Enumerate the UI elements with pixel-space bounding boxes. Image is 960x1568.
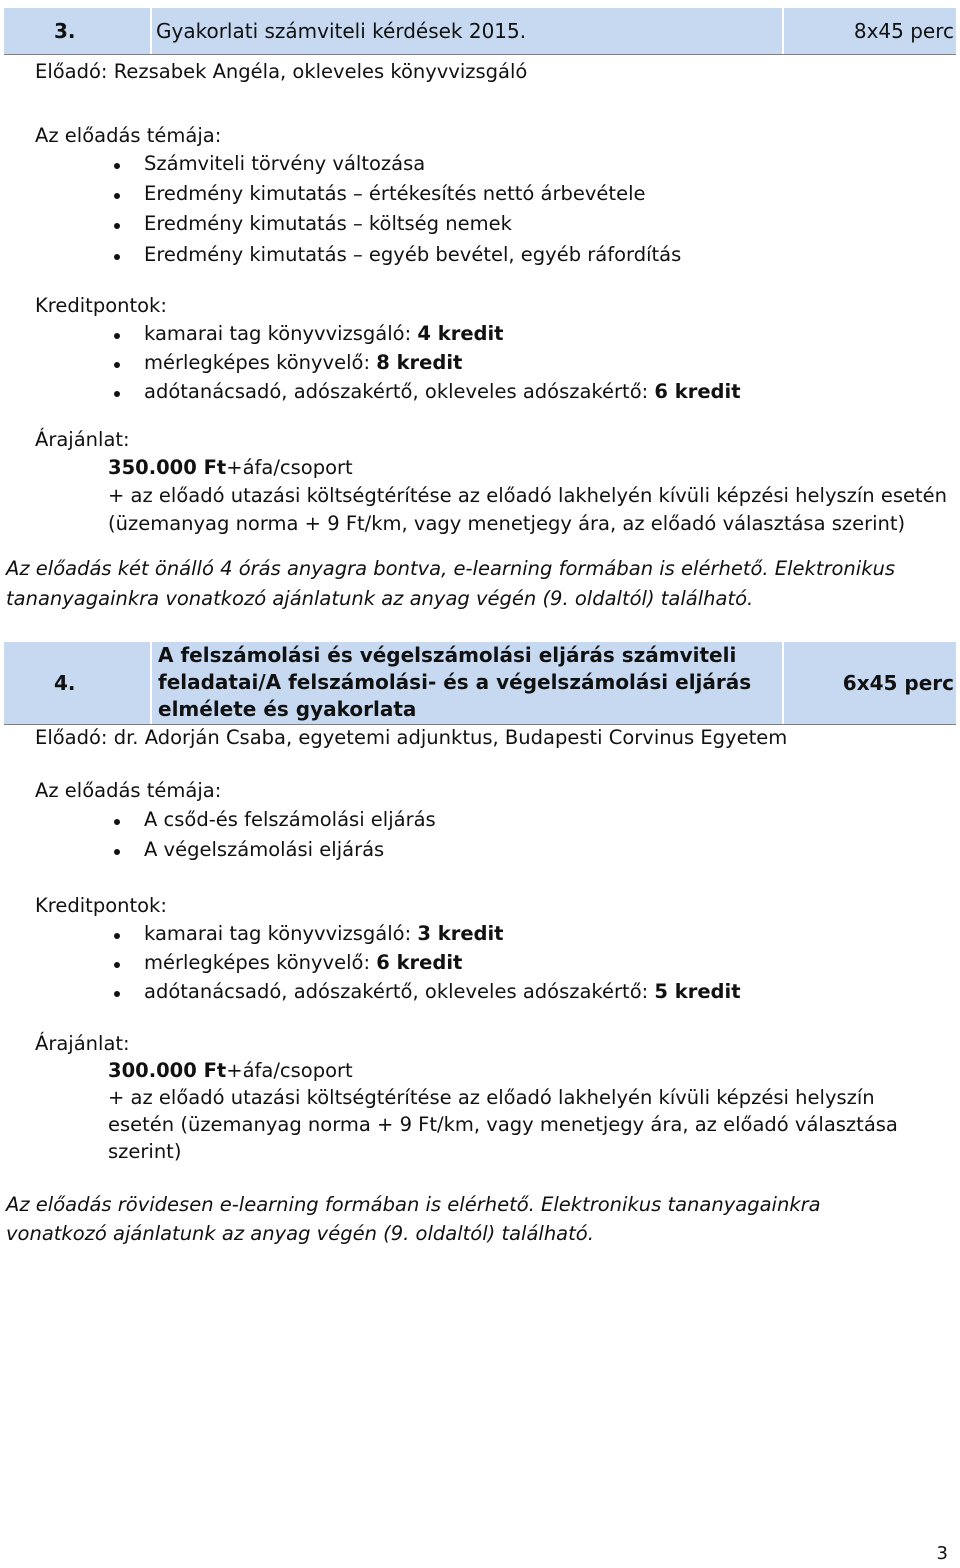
section-title: Gyakorlati számviteli kérdések 2015. (156, 19, 527, 43)
bullet-icon (114, 933, 120, 939)
price-condition: + az előadó utazási költségtérítése az előadó lakhelyén kívüli képzési helyszín esetén (108, 484, 948, 507)
price-amount: 300.000 Ft (108, 1059, 227, 1082)
list-item (144, 922, 504, 945)
list-item (144, 980, 741, 1003)
credit-value: 5 kredit (654, 980, 741, 1003)
section-duration: 8x45 perc (853, 19, 954, 43)
section-title: elmélete és gyakorlata (158, 697, 417, 721)
list-item: A csőd-és felszámolási eljárás (144, 808, 436, 831)
bullet-icon (114, 991, 120, 997)
bullet-icon (114, 819, 120, 825)
section-number: 4. (54, 671, 76, 695)
price-amount-line (108, 1059, 353, 1082)
bullet-icon (114, 333, 120, 339)
section-3-header (4, 8, 956, 55)
section-title: feladatai/A felszámolási- és a végelszámolási eljárás (158, 670, 752, 694)
section-duration: 6x45 perc (842, 671, 954, 695)
credit-value: 4 kredit (417, 322, 504, 345)
presenter: Előadó: dr. Adorján Csaba, egyetemi adjunktus, Budapesti Corvinus Egyetem (35, 726, 788, 749)
price-condition: + az előadó utazási költségtérítése az előadó lakhelyén kívüli képzési helyszín (108, 1086, 875, 1109)
section-title: A felszámolási és végelszámolási eljárás számviteli (158, 643, 737, 667)
credit-label: adótanácsadó, adószakértő, okleveles adószakértő: (144, 980, 655, 1003)
list-item (144, 951, 462, 974)
list-item (144, 322, 504, 345)
credits-heading: Kreditpontok: (35, 294, 167, 317)
list-item: Számviteli törvény változása (144, 152, 426, 175)
bullet-icon (114, 193, 120, 199)
page-number: 3 (936, 1543, 948, 1564)
credit-label: adótanácsadó, adószakértő, okleveles adószakértő: (144, 380, 655, 403)
bullet-icon (114, 962, 120, 968)
credit-label: mérlegképes könyvelő: (144, 951, 377, 974)
bullet-icon (114, 362, 120, 368)
bullet-icon (114, 163, 120, 169)
price-heading: Árajánlat: (35, 1032, 130, 1055)
price-condition: szerint) (108, 1140, 182, 1163)
price-heading: Árajánlat: (35, 428, 130, 451)
section-3-number-cell (4, 8, 152, 54)
availability-note: tananyagainkra vonatkozó ajánlatunk az anyag végén (9. oldaltól) található. (6, 587, 754, 610)
credits-heading: Kreditpontok: (35, 894, 167, 917)
credit-label: kamarai tag könyvvizsgáló: (144, 922, 418, 945)
credit-label: kamarai tag könyvvizsgáló: (144, 322, 418, 345)
credit-value: 3 kredit (417, 922, 504, 945)
list-item: A végelszámolási eljárás (144, 838, 385, 861)
presenter: Előadó: Rezsabek Angéla, okleveles könyvvizsgáló (35, 60, 528, 83)
list-item (144, 351, 462, 374)
credit-value: 6 kredit (376, 951, 463, 974)
topics-heading: Az előadás témája: (35, 124, 222, 147)
list-item: Eredmény kimutatás – értékesítés nettó árbevétele (144, 182, 646, 205)
availability-note: Az előadás két önálló 4 órás anyagra bontva, e-learning formában is elérhető. Elektronikus (6, 557, 896, 580)
list-item (144, 380, 741, 403)
availability-note: vonatkozó ajánlatunk az anyag végén (9. oldaltól) található. (6, 1222, 594, 1245)
price-amount-line (108, 456, 353, 479)
list-item: Eredmény kimutatás – költség nemek (144, 212, 512, 235)
price-suffix: +áfa/csoport (226, 1059, 353, 1082)
price-suffix: +áfa/csoport (226, 456, 353, 479)
section-4-number-cell (4, 642, 152, 724)
availability-note: Az előadás rövidesen e-learning formában is elérhető. Elektronikus tananyagainkra (6, 1193, 821, 1216)
bullet-icon (114, 223, 120, 229)
section-4-header (4, 642, 956, 725)
bullet-icon (114, 391, 120, 397)
section-number: 3. (54, 19, 76, 43)
price-amount: 350.000 Ft (108, 456, 227, 479)
bullet-icon (114, 849, 120, 855)
topics-heading: Az előadás témája: (35, 779, 222, 802)
credit-value: 8 kredit (376, 351, 463, 374)
list-item: Eredmény kimutatás – egyéb bevétel, egyéb ráfordítás (144, 243, 682, 266)
price-condition: esetén (üzemanyag norma + 9 Ft/km, vagy menetjegy ára, az előadó választása (108, 1113, 898, 1136)
credit-label: mérlegképes könyvelő: (144, 351, 377, 374)
price-condition: (üzemanyag norma + 9 Ft/km, vagy menetjegy ára, az előadó választása szerint) (108, 512, 906, 535)
credit-value: 6 kredit (654, 380, 741, 403)
bullet-icon (114, 254, 120, 260)
